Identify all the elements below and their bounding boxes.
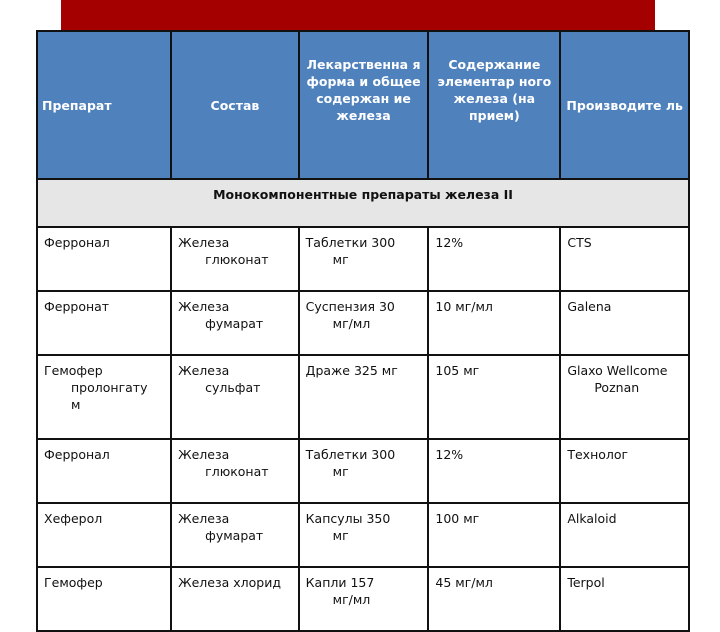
cell-manufacturer bbox=[560, 355, 689, 439]
cell-manufacturer bbox=[560, 503, 689, 567]
cell-dosage-form-line: мг bbox=[332, 528, 349, 543]
cell-drug-name-line: Гемофер bbox=[44, 363, 103, 378]
cell-composition bbox=[171, 291, 299, 355]
table-row bbox=[37, 439, 689, 503]
cell-composition-line: Железа bbox=[178, 447, 230, 462]
cell-dosage-form bbox=[299, 291, 429, 355]
cell-composition-line: Железа bbox=[178, 363, 230, 378]
cell-dosage-form-line: Драже 325 мг bbox=[305, 363, 398, 378]
cell-composition bbox=[171, 439, 299, 503]
cell-composition-line: фумарат bbox=[205, 528, 264, 543]
cell-drug-name-line: пролонгату bbox=[71, 380, 148, 395]
cell-elemental-iron: 12% bbox=[428, 439, 560, 503]
iron-preparations-table bbox=[36, 30, 690, 632]
cell-drug-name bbox=[37, 227, 171, 291]
table-row bbox=[37, 503, 689, 567]
table-row bbox=[37, 291, 689, 355]
cell-manufacturer bbox=[560, 567, 689, 631]
table-row bbox=[37, 227, 689, 291]
cell-composition-line: Железа bbox=[178, 235, 230, 250]
cell-drug-name-line: м bbox=[71, 397, 81, 412]
cell-composition bbox=[171, 227, 299, 291]
cell-composition-line: сульфат bbox=[205, 380, 261, 395]
cell-composition-line: Железа bbox=[178, 299, 230, 314]
cell-composition-line: Железа bbox=[178, 511, 230, 526]
cell-dosage-form-line: мг/мл bbox=[332, 316, 371, 331]
header-elemental-iron: Содержание элементар ного железа (на прием) bbox=[428, 31, 560, 179]
cell-drug-name bbox=[37, 291, 171, 355]
cell-dosage-form-line: мг bbox=[332, 464, 349, 479]
cell-drug-name bbox=[37, 503, 171, 567]
header-row bbox=[37, 31, 689, 179]
cell-composition bbox=[171, 355, 299, 439]
cell-composition-line: фумарат bbox=[205, 316, 264, 331]
cell-composition-line: глюконат bbox=[205, 252, 269, 267]
cell-dosage-form bbox=[299, 355, 429, 439]
cell-manufacturer-line: Glaxo Wellcome bbox=[567, 363, 668, 378]
cell-manufacturer-line: Galena bbox=[567, 299, 612, 314]
cell-composition-line: глюконат bbox=[205, 464, 269, 479]
cell-drug-name-line: Ферронат bbox=[44, 299, 110, 314]
cell-dosage-form-line: Таблетки 300 bbox=[305, 447, 396, 462]
cell-composition bbox=[171, 567, 299, 631]
cell-drug-name-line: Ферронал bbox=[44, 235, 110, 250]
cell-manufacturer-line: Alkaloid bbox=[567, 511, 617, 526]
cell-elemental-iron: 45 мг/мл bbox=[428, 567, 560, 631]
table-row bbox=[37, 355, 689, 439]
cell-manufacturer bbox=[560, 227, 689, 291]
title-banner bbox=[61, 0, 655, 30]
section-row bbox=[37, 179, 689, 227]
cell-dosage-form bbox=[299, 567, 429, 631]
cell-manufacturer-line: CTS bbox=[567, 235, 592, 250]
cell-drug-name bbox=[37, 567, 171, 631]
cell-elemental-iron: 12% bbox=[428, 227, 560, 291]
cell-dosage-form-line: Суспензия 30 bbox=[305, 299, 395, 314]
cell-dosage-form-line: мг bbox=[332, 252, 349, 267]
cell-dosage-form-line: Таблетки 300 bbox=[305, 235, 396, 250]
section-title: Монокомпонентные препараты железа II bbox=[37, 179, 689, 227]
cell-manufacturer-line: Poznan bbox=[594, 380, 640, 395]
cell-composition-line: Железа хлорид bbox=[178, 575, 282, 590]
cell-manufacturer bbox=[560, 439, 689, 503]
cell-manufacturer bbox=[560, 291, 689, 355]
cell-drug-name bbox=[37, 439, 171, 503]
table-row bbox=[37, 567, 689, 631]
cell-dosage-form-line: Капли 157 bbox=[305, 575, 375, 590]
cell-drug-name-line: Хеферол bbox=[44, 511, 103, 526]
cell-dosage-form-line: Капсулы 350 bbox=[305, 511, 391, 526]
cell-drug-name-line: Гемофер bbox=[44, 575, 103, 590]
cell-drug-name bbox=[37, 355, 171, 439]
header-drug: Препарат bbox=[37, 31, 171, 179]
cell-dosage-form bbox=[299, 439, 429, 503]
cell-elemental-iron: 10 мг/мл bbox=[428, 291, 560, 355]
cell-dosage-form-line: мг/мл bbox=[332, 592, 371, 607]
cell-dosage-form bbox=[299, 227, 429, 291]
cell-composition bbox=[171, 503, 299, 567]
cell-elemental-iron: 105 мг bbox=[428, 355, 560, 439]
header-composition: Состав bbox=[171, 31, 299, 179]
header-dosage-form: Лекарственна я форма и общее содержан ие железа bbox=[299, 31, 429, 179]
cell-drug-name-line: Ферронал bbox=[44, 447, 110, 462]
cell-dosage-form bbox=[299, 503, 429, 567]
header-manufacturer: Производите ль bbox=[560, 31, 689, 179]
cell-manufacturer-line: Технолог bbox=[567, 447, 629, 462]
cell-elemental-iron: 100 мг bbox=[428, 503, 560, 567]
cell-manufacturer-line: Terpol bbox=[567, 575, 605, 590]
